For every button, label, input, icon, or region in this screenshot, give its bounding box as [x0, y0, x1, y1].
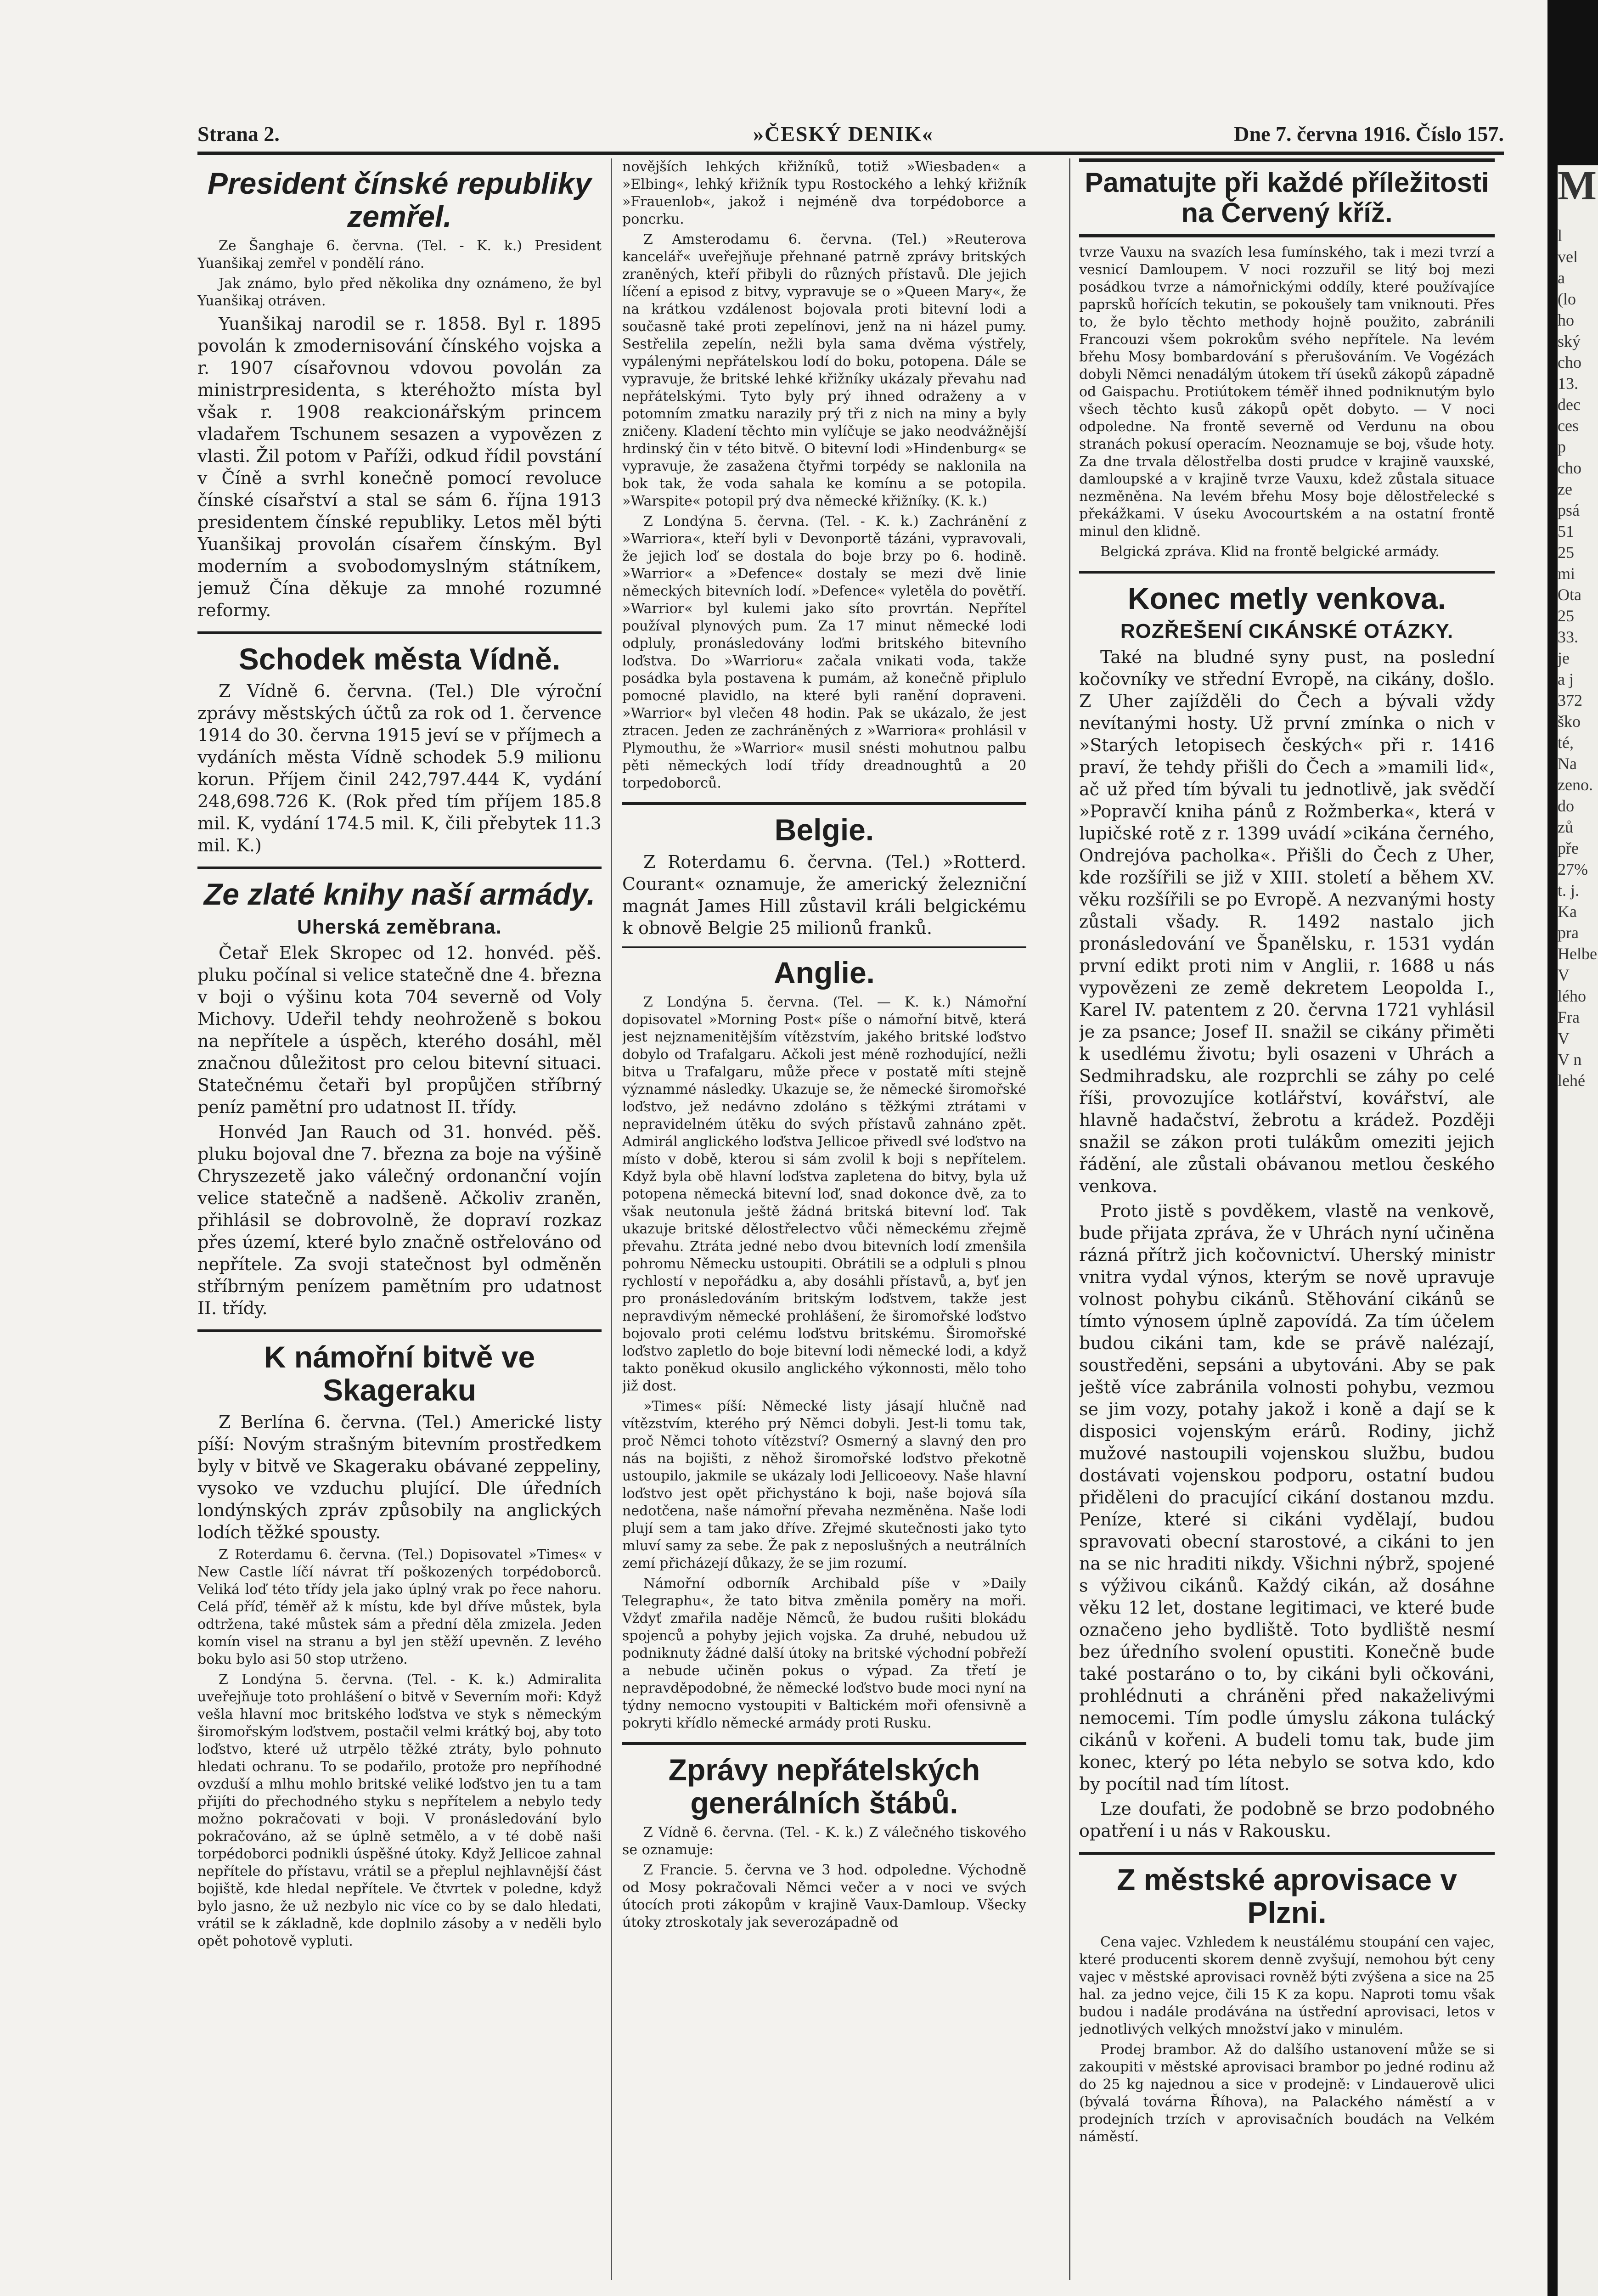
article-paragraph: Také na bludné syny pust, na poslední kočovníky ve střední Evropě, na cikány, došlo. Z Uher zajížděli do Čech a bývali vždy nevítanými hosty. Už první zmínka o nich v »Starých letopisech českých« při r. 1416 praví, že tehdy přišli do Čech a »mamili lid«, ač už před tím bývali tu jednotlivě, jak svědčí »Popravčí kniha pánů z Rožmberka«, která v lupičské rotě z r. 1399 uvádí »cikána černého, Ondrejóva pacholka«. Přišli do Čech z Uher, kde rozšířili se již v XIII. století a během XV. věku rozšířili se po Evropě. A nezvanými hosty zůstali všady. R. 1492 nastalo jich pronásledování ve Španělsku, r. 1531 vydán první edikt proti nim v Anglii, r. 1688 u nás vypovězeni ze země dekretem Leopolda I., Karel IV. patentem z 20. června 1721 vyhlásil je za psance; Josef II. snažil se cikány přiměti k usedlému životu; byli osazeni v Uhrách a Sedmihradsku, ale rozprchli se záhy po celé říši, provozujíce kotlářství, kovářství, ale hlavně hadačství, žebrotu a krádež. Později snažil se zákon proti tulákům omeziti jejich řádění, ale zůstali obávanou metlou českého venkova.: [1079, 647, 1495, 1196]
edge-text-fragment: l: [1558, 226, 1563, 245]
section-rule: [622, 802, 1026, 805]
article-paragraph: Lze doufati, že podobně se brzo podobného opatření i u nás v Rakousku.: [1079, 1799, 1495, 1841]
edge-text-fragment: V: [1558, 1029, 1570, 1047]
article-heading: Konec metly venkova.: [1127, 581, 1446, 615]
section-rule: [1079, 1852, 1495, 1855]
edge-text-fragment: ze: [1558, 480, 1572, 498]
edge-text-fragment: dec: [1558, 395, 1581, 414]
page-number: Strana 2.: [197, 122, 280, 146]
column-divider: [611, 158, 612, 2280]
edge-text-fragment: 372: [1558, 691, 1582, 709]
section-rule: [1079, 571, 1495, 574]
article-subheading: Uherská zeměbrana.: [297, 916, 502, 938]
edge-text-fragment: Helbe: [1558, 945, 1597, 963]
article-paragraph: Cena vajec. Vzhledem k neustálému stoupání cen vajec, které producenti skorem denně zvyšují, nemohou být ceny vajec v městské aprovisaci rovněž býti zvýšena a sice na 25 hal. za jedno vejce, čili 15 K za kopu. Naproti tomu však budou i nadále prodávána na ústřední aprovisaci, letos v jednotlivých velkých množství jako v minulém.: [1079, 1934, 1495, 2037]
article-paragraph: Jak známo, bylo před několika dny oznámeno, že byl Yuanšikaj otráven.: [197, 276, 602, 309]
edge-text-fragment: 25: [1558, 543, 1574, 562]
article-paragraph: tvrze Vauxu na svazích lesa fumínského, tak i mezi tvrzí a vesnicí Damloupem. V noci rozzuřil se litý boj mezi posádkou tvrze a námořnickými oddíly, které používajíce paprsků hořících tekutin, se pokoušely tam vniknouti. Přes to, že bylo těchto methody hojně použito, zabránili Francouzi všem pokrokům svého nepřítele. Na levém břehu Mosy bombardování s přerušováním. Ve Vogézách dobyli Němci nenadálým útokem tří úseků zákopů západně od Gaispachu. Protiútokem téměř ihned podniknutým bylo všech těchto kusů zákopů opět dobyto. — V noci odpoledne. Na frontě severně od Verdunu na obou stranách pokusí operacím. Neoznamuje se boj, všude hoty. Za dne trvala dělostřelba dosti prudce v krajině vauxské, damloupské a v krajině tvrze Vauxu, kdež zůstala situace nezměněna. Na levém břehu Mosy boje dělostřelecké s překážkami. V úseku Avocourtském a na ostatní frontě minul den klidně.: [1079, 244, 1495, 540]
edge-text-fragment: 13.: [1558, 374, 1578, 393]
article-paragraph: Belgická zpráva. Klid na frontě belgické armády.: [1100, 544, 1440, 560]
header-rule: [197, 152, 1504, 155]
edge-text-fragment: psá: [1558, 501, 1580, 519]
edge-text-fragment: Ota: [1558, 585, 1581, 604]
edge-text-fragment: té,: [1558, 733, 1574, 752]
column-2: [622, 158, 1026, 2289]
edge-text-fragment: je: [1558, 649, 1570, 667]
article-paragraph: Proto jistě s povděkem, vlastě na venkově, bude přijata zpráva, že v Uhrách nyní učiněna rázná přítrž jich kočovnictví. Uherský ministr vnitra vydal výnos, kterým se nově upravuje volnost pohybu cikánů. Stěhování cikánů se tímto výnosem úplně zapovídá. Za tím účelem budou cikáni tam, kde se právě nalézají, soustředěni, sepsáni a ubytováni. Aby se pak ještě více zabránila volnosti pohybu, vezmou se jim vozy, potahy jakož i koně a dají se k disposici vojenským erárů. Rodiny, jichž mužové nastoupili vojenskou službu, budou dostávati vojenskou podporu, ostatní budou přiděleni do pracující cikání dostanou mzdu. Peníze, které si cikáni vydělají, budou spravovati obecní starostové, a cikáni to jen na se nic hraditi nikdy. Všichni nýbrž, spojené s výživou cikánů. Každý cikán, až dosáhne věku 12 let, dostane legitimaci, ve které bude označeno jeho bydliště. Toto bydliště nesmí bez úředního svolení opustiti. Konečně bude také postaráno o to, by cikáni byli očkováni, prohlédnuti a chráněni před nakaželivými nemocemi. Tím podle úmyslu zákona tulácký cikánů v kořeni. A budeli tomu tak, bude jim konec, který po léta nebylo se sotva kdo, kdo by pocítil nad tím lítost.: [1079, 1201, 1495, 1794]
edge-text-fragment: cho: [1558, 459, 1581, 477]
section-rule: [197, 867, 602, 869]
page-header: [197, 117, 1504, 154]
edge-text-fragment: V n: [1558, 1050, 1582, 1069]
edge-text-fragment: 33.: [1558, 628, 1578, 646]
edge-text-fragment: pře: [1558, 839, 1579, 857]
article-paragraph: Z Amsterodamu 6. června. (Tel.) »Reuterova kancelář« uveřejňuje přehnané patrně zprávy britských zraněných, kteří přibyli do různých přístavů. Dle jejich líčení a episod z bitvy, vypravuje se o »Queen Mary«, že na krátkou vzdálenost bojovala proti bitevní lodi a současně také proti zepelínovi, jenž na ni házel pumy. Sestřelila zepelín, nežli byla sama dvěma výstřely, vypálenými nepřátelskou lodí do boku, potopena. Dále se vypravuje, že britské lehké křižníky ukázaly převahu nad nepřátelskými. Tyto byly prý ihned odraženy a v potomním zmatku narazily prý tři z nich na miny a byly zničeny. Kladení těchto min vylíčuje se jako neodvážnější hrdinský čin v této bitvě. O bitevní lodi »Hindenburg« se vypravuje, že zasažena čtyřmi torpédy se naklonila na bok tak, že voda sahala ke komínu a se potopila. »Warspite« potopil prý dva německé křižníky. (K. k.): [622, 231, 1026, 509]
edge-text-fragment: Ka: [1558, 902, 1577, 921]
column-1: [197, 158, 602, 2289]
section-rule: [197, 631, 602, 634]
article-paragraph: Yuanšikaj narodil se r. 1858. Byl r. 1895 povolán k zmodernisování čínského vojska a r. 1907 císařovnou vdovou povolán za ministrpresidenta, s kteréhožto místa byl však r. 1908 reakcionářským princem vladařem Tschunem sesazen a vypovězen z vlasti. Žil potom v Paříži, odkud řídil povstání v Číně a svrhl konečně pomocí revoluce čínské císařství a stal se sám 6. října 1913 presidentem čínské republiky. Letos měl býti Yuanšikaj provolán císařem čínským. Byl moderním a svobodomyslným státníkem, jemuž Čína děkuje za mnohé rozumné reformy.: [197, 314, 602, 620]
edge-text-fragment: p: [1558, 438, 1566, 456]
article-paragraph: Četař Elek Skropec od 12. honvéd. pěš. pluku počínal si velice statečně dne 4. března v boji o výšinu kota 704 severně od Voly Michovy. Udeřil tehdy neohroženě s bokou na nepřítele a úspěch, kterého dosáhl, měl značnou důležitost pro celou bitevní situaci. Statečnému četaři byl propůjčen stříbrný peníz pamětní pro udatnost II. třídy.: [197, 943, 602, 1117]
edge-text-fragment: V: [1558, 966, 1570, 984]
edge-text-fragment: Fra: [1558, 1008, 1580, 1026]
article-paragraph: Honvéd Jan Rauch od 31. honvéd. pěš. pluku bojoval dne 7. března za boje na výšině Chryszezetě jako válečný ordonanční vojín velice statečně a nadšeně. Ačkoliv zraněn, přihlásil se dobrovolně, že dopraví rozkaz přes území, které bylo značně ostřelováno od nepřítele. Za svoji statečnost byl odměněn stříbrným penízem pamětním pro udatnost II. třídy.: [197, 1122, 602, 1318]
article-heading: Zprávy nepřátelských generálních štábů.: [668, 1753, 980, 1820]
article-paragraph: Z Londýna 5. června. (Tel. - K. k.) Zachránění z »Warriora«, kteří byli v Devonportě tázáni, vypravovali, že jejich loď se dostala do boje brzy po 6. hodině. »Warrior« a »Defence« dostaly se mezi dvě linie německých bitevních lodí. »Defence« vyletěla do povětří. »Warrior« byl kulemi jako síto provrtán. Nepřítel používal plynových pum. Za 17 minut německé lodi odpluly, pronásledovány loďmi britského bitevního loďstva. Do »Warrioru« začala vnikati voda, takže posádka byla postavena k pumám, až konečně připlulo pomocné plavidlo, na které byli ranění dopraveni. »Warrior« byl vlečen 48 hodin. Pak se ukázalo, že jest ztracen. Jeden ze zachráněných z »Warriora« prohlásil v Plymouthu, že »Warrior« musil snésti mohutnou palbu pěti německých lodí třídy dreadnoughtů a 20 torpedoborců.: [622, 513, 1026, 791]
edge-text-fragment: pra: [1558, 923, 1579, 942]
edge-text-fragment: a j: [1558, 670, 1574, 688]
article-paragraph: Z Berlína 6. června. (Tel.) Americké listy píší: Novým strašným bitevním prostředkem byly v bitvě ve Skageraku obávané zeppeliny, vysoko ve vzduchu plující. Dle úředních londýnských zpráv způsobily na anglických lodích těžké spousty.: [197, 1412, 602, 1542]
edge-text-fragment: 25: [1558, 607, 1574, 625]
edge-text-fragment: ský: [1558, 332, 1581, 350]
edge-text-fragment: vel: [1558, 248, 1578, 266]
adjacent-page-edge: [1547, 0, 1598, 2296]
edge-text-fragment: zeno.: [1558, 776, 1593, 794]
article-paragraph: Ze Šanghaje 6. června. (Tel. - K. k.) President Yuanšikaj zemřel v pondělí ráno.: [197, 238, 602, 271]
article-paragraph: Z Londýna 5. června. (Tel. - K. k.) Admiralita uveřejňuje toto prohlášení o bitvě v Severním moři: Když vešla hlavní moc britského loďstva ve styk s německým širomořským loďstvem, postačil velmi krátký boj, aby toto loďstvo, které už utrpělo těžké ztráty, bylo pohnuto hledati ochranu. To se podařilo, protože pro nepříhodné ovzduší a mlhu mohlo britské veliké loďstvo jen tu a tam přijíti do přechodného styku s nepřítelem a nebylo tedy možno pokračovati v boji. V pronásledování bylo pokračováno, až se úplně setmělo, a v té době naši torpédoborci podnikli úspěšné útoky. Když Jellicoe zahnal nepřítele do přístavu, vrátil se a přeplul nejhlavnější část bojiště, kde hledal nepřítele. Ve čtvrtek v poledne, když bylo jasno, že už nezbylo nic více co by se dalo hledati, vrátil se k základně, kde doplnilo zásoby a v neděli bylo opět pohotově vypluti.: [197, 1671, 602, 1949]
newspaper-title: »ČESKÝ DENIK«: [753, 122, 934, 146]
column-divider: [1069, 158, 1070, 2280]
section-rule: [622, 1742, 1026, 1745]
article-paragraph: Z Roterdamu 6. června. (Tel.) Dopisovatel »Times« v New Castle líčí návrat tří poškozených torpédoborců. Veliká loď této třídy jela jako úplný vrak po řece nahoru. Celá příď, téměř až k místu, kde byl dříve můstek, byla odtržena, také můstek sám a přední děla zmizela. Jeden komín visel na stranu a byl jen stěží upevněn. Z levého boku bylo asi 50 stop utrženo.: [197, 1547, 602, 1667]
issue-date: Dne 7. června 1916. Číslo 157.: [1234, 122, 1504, 146]
article-subheading: ROZŘEŠENÍ CIKÁNSKÉ OTÁZKY.: [1120, 620, 1454, 642]
edge-text-fragment: M: [1558, 165, 1597, 208]
edge-text-fragment: 51: [1558, 522, 1574, 540]
edge-text-fragment: a: [1558, 269, 1565, 287]
article-paragraph: Z Vídně 6. června. (Tel.) Dle výroční zprávy městských účtů za rok od 1. července 1914 do 30. června 1915 jeví se v příjmech a vydáních města Vídně schodek 5.9 milionu korun. Příjem činil 242,797.444 K, vydání 248,698.726 K. (Rok před tím příjem 185.8 mil. K, vydání 174.5 mil. K, čili přebytek 11.3 mil. K.): [197, 681, 602, 855]
edge-text-fragment: mi: [1558, 564, 1575, 583]
edge-text-fragment: 27%: [1558, 860, 1588, 878]
article-paragraph: Z Londýna 5. června. (Tel. — K. k.) Námořní dopisovatel »Morning Post« píše o námořní bitvě, která jest nejznamenitějším vítězstvím, jakého britské loďstvo dobylo od Trafalgaru. Ačkoli jest méně rozhodující, nežli bitva u Trafalgaru, může přece v postatě míti stejně význammé následky. Ukazuje se, že německé širomořské loďstvo, jež nedávno zdoláno s těžkými ztrátami v nepravidelném útěku do svých přístavů zahnáno zpět. Admirál anglického loďstva Jellicoe přivedl své loďstvo na místo v době, kterou si sám zvolil k boji s nepřítelem. Když byla obě hlavní loďstva zapletena do bitvy, byla už potopena německá bitevní loď, snad dokonce dvě, za to však neutonula ještě žádná britská bitevní loď. Tak ukazuje britské dělostřelectvo vůči německému zřejmě převahu. Ztráta jedné nebo dvou bitevních lodí zmenšila pohromu Německu ustoupiti. Obrátili se a odpluli s plnou rychlostí v nepořádku a, aby dosáhli přístavů, a, byť jen pro pronásledováním britským loďstvem, takže jest nepravdivým německé prohlášení, že širomořské loďstvo bojovalo proti celému loďstvu britskému. Širomořské loďstvo zapletlo do boje bitevní lodi německé lodi, a když takto poněkud okusilo anglického výkonnosti, mělo toho již dost.: [622, 994, 1026, 1394]
article-heading: Anglie.: [773, 956, 875, 990]
column-3: [1079, 158, 1495, 2289]
edge-text-fragment: (lo: [1558, 290, 1576, 308]
section-rule: [622, 946, 1026, 948]
article-paragraph: Z Vídně 6. června. (Tel. - K. k.) Z válečného tiskového se oznamuje:: [622, 1824, 1026, 1858]
red-cross-notice: Pamatujte při každé příležitosti na Červený kříž.: [1079, 158, 1495, 237]
edge-text-fragment: ško: [1558, 712, 1581, 731]
section-rule: [197, 1329, 602, 1332]
article-heading: President čínské republiky zemřel.: [207, 166, 592, 233]
edge-text-fragment: ho: [1558, 311, 1574, 329]
article-paragraph: Prodej brambor. Až do dalšího ustanovení může se si zakoupiti v městské aprovisaci brambor po jedné rodinu až do 25 kg najednou a sice v prodejně: v Lindauerově ulici (bývalá továrna Říhova), na Palackého náměstí a v prodejních trzích v aprovisačních boudách na Velkém náměstí.: [1079, 2042, 1495, 2145]
article-paragraph: Námořní odborník Archibald píše v »Daily Telegraphu«, že tato bitva změnila poměry na moři. Vždyť zmařila naděje Němců, že budou rušiti blokádu spojenců a pohyby jejich vojska. Za druhé, nebudou už podniknuty žádné další útoky na britské východní pobřeží a nebude učiněn pokus o výpad. Za třetí je nepravděpodobné, že německé loďstvo bude moci nyní na týdny nemocno vystoupiti v Baltickém moři ofensivně a pokryti křídlo německé armády proti Rusku.: [622, 1576, 1026, 1731]
article-heading: Z městské aprovisace v Plzni.: [1116, 1863, 1457, 1930]
article-paragraph: »Times« píší: Německé listy jásají hlučně nad vítězstvím, kterého prý Němci dobyli. Jest-li tomu tak, proč Němci tohoto vítězství? Osmerný a slavný den pro nás na bojišti, z něhož širomořské loďstvo překotně ustoupilo, jakmile se ukázaly lodi Jellicoeovy. Naše hlavní loďstvo jest opět přichystáno k boji, naše bojová síla nedotčena, naše námořní převaha nezměněna. Naše lodi plují sem a tam jako dříve. Zřejmé skutečnosti jako tyto mluví samy za sebe. Že pak z neposlušných a neutrálních zemí přicházejí důkazy, že se jim rozumí.: [622, 1398, 1026, 1571]
edge-text-fragment: cho: [1558, 353, 1581, 371]
article-heading: Ze zlaté knihy naší armády.: [203, 877, 596, 911]
edge-text-fragment: lého: [1558, 987, 1586, 1005]
edge-text-fragment: zů: [1558, 818, 1573, 836]
article-paragraph: Z Francie. 5. června ve 3 hod. odpoledne. Východně od Mosy pokračovali Němci večer a v noci ve svých útocích proti zákopům v krajině Vaux-Damloup. Všecky útoky ztroskotaly jak severozápadně od: [622, 1862, 1026, 1930]
adjacent-page-text: [1558, 165, 1598, 2296]
edge-text-fragment: ces: [1558, 416, 1579, 435]
article-paragraph: novějších lehkých křižníků, totiž »Wiesbaden« a »Elbing«, lehký křižník typu Rostockého a lehký křižník »Frauenlob«, jakož i nejméně dva torpédoborce a poncrku.: [622, 159, 1026, 227]
article-heading: Belgie.: [774, 813, 874, 847]
edge-text-fragment: do: [1558, 797, 1574, 815]
article-paragraph: Z Roterdamu 6. června. (Tel.) »Rotterd. Courant« oznamuje, že americký železniční magnát James Hill zůstavil králi belgickému k obnově Belgie 25 milionů franků.: [622, 852, 1026, 938]
edge-text-fragment: t. j.: [1558, 881, 1580, 900]
article-heading: K námořní bitvě ve Skageraku: [264, 1340, 535, 1407]
article-heading: Schodek města Vídně.: [238, 642, 561, 676]
edge-text-fragment: lehé: [1558, 1071, 1585, 1090]
edge-text-fragment: Na: [1558, 754, 1577, 773]
